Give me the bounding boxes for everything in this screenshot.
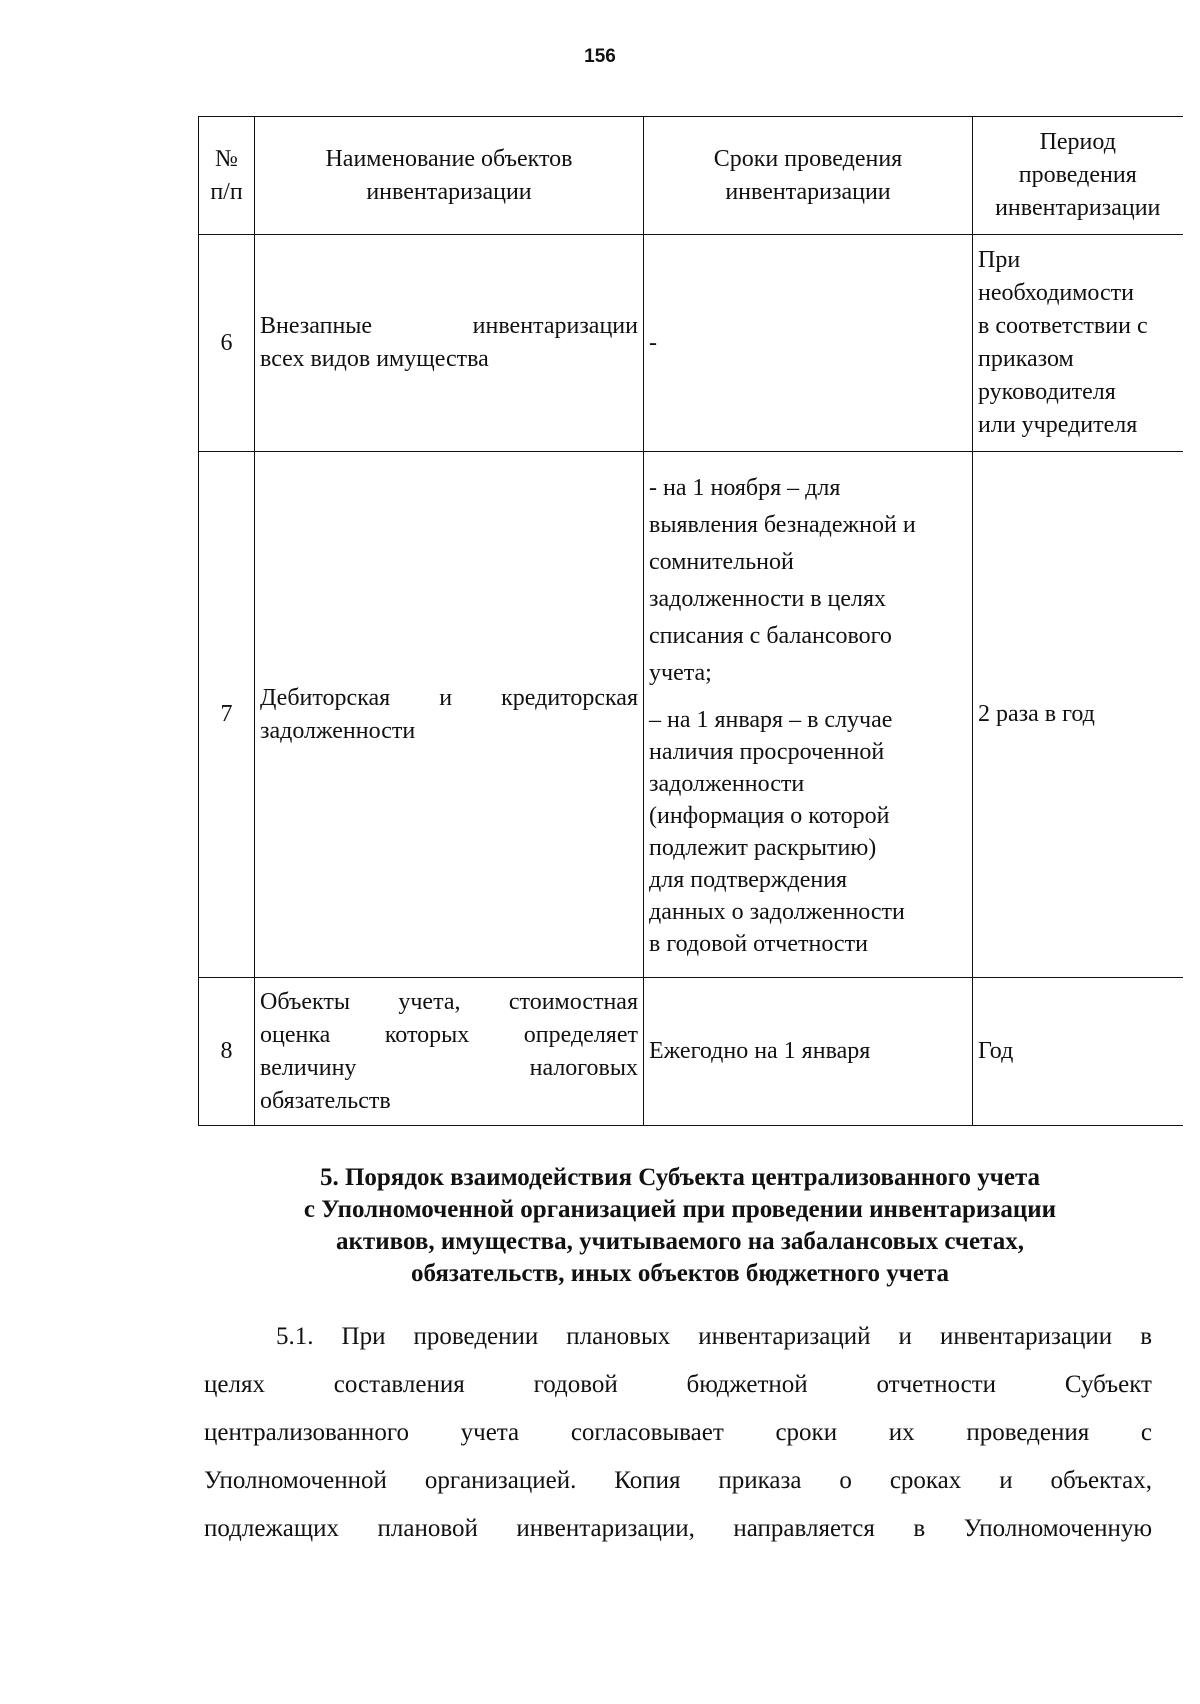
section-title-line: 5. Порядок взаимодействия Субъекта централизованного учета [319,1164,1041,1191]
row-term [644,978,973,1126]
row-name-line: величину налоговых [260,1054,638,1081]
header-term-line: Сроки проведения [713,145,903,172]
paragraph-line: централизованного учета согласовывает сроки их проведения с [204,1419,1152,1446]
header-num-line: № [215,145,238,172]
row-num: 8 [199,978,255,1126]
row-term-line: задолженности [649,770,805,797]
row-term [644,235,973,452]
table-row [199,235,1183,452]
page-number: 156 [584,46,616,67]
row-term-line: - на 1 ноября – для [649,474,841,501]
row-period-line: или учредителя [978,412,1138,438]
body-paragraph [204,1313,1152,1553]
table-row [199,452,1183,978]
row-term-line: сомнительной [649,548,794,575]
row-name [255,235,644,452]
row-name-line: оценка которых определяет [260,1021,638,1048]
row-term-line: в годовой отчетности [649,930,868,957]
header-term-line: инвентаризации [725,178,891,205]
inventory-table [198,116,1183,1126]
table-row [199,978,1183,1126]
row-term-line: задолженности в целях [649,585,887,612]
paragraph-line: подлежащих плановой инвентаризации, направляется в Уполномоченную [204,1515,1152,1542]
row-term-line: наличия просроченной [649,738,885,765]
row-period-line: Год [978,1038,1014,1064]
row-name-line: всех видов имущества [260,346,489,372]
row-term-line: Ежегодно на 1 января [649,1038,871,1064]
row-num: 7 [199,452,255,978]
row-period [973,452,1183,978]
row-name-line: Внезапные инвентаризации [260,313,638,339]
row-period-line: в соответствии с [978,313,1148,339]
header-period-line: инвентаризации [995,195,1161,221]
row-term-line: данных о задолженности [649,898,905,925]
header-num-line: п/п [210,178,243,205]
row-term-line: для подтверждения [649,866,848,893]
row-period-line: руководителя [978,379,1116,405]
section-title-line: с Уполномоченной организацией при проведении инвентаризации [303,1196,1057,1223]
row-period-line: При [978,247,1021,273]
header-period [973,117,1183,235]
row-name-line: обязательств [260,1087,391,1114]
row-period-line: 2 раза в год [978,701,1095,727]
row-term-line: выявления безнадежной и [649,511,916,538]
table-header-row [199,117,1183,235]
row-name-line: Объекты учета, стоимостная [260,988,638,1015]
paragraph-line: целях составления годовой бюджетной отчетности Субъект [204,1371,1152,1398]
row-name [255,978,644,1126]
section-title-line: обязательств, иных объектов бюджетного учета [410,1260,950,1287]
header-term [644,117,973,235]
header-name-line: Наименование объектов [325,145,573,172]
row-term [644,452,973,978]
row-name-line: Дебиторская и кредиторская [260,684,638,711]
row-term-line: учета; [649,659,712,686]
row-name [255,452,644,978]
row-term-line: – на 1 января – в случае [649,706,893,733]
row-term-line: (информация о которой [649,802,890,829]
header-num [199,117,255,235]
section-title-line: активов, имущества, учитываемого на забалансовых счетах, [336,1228,1024,1255]
paragraph-line: 5.1. При проведении плановых инвентаризаций и инвентаризации в [276,1323,1152,1350]
row-period [973,978,1183,1126]
header-name-line: инвентаризации [366,178,532,205]
row-term-line: списания с балансового [649,622,892,649]
row-num: 6 [199,235,255,452]
row-period-line: приказом [978,346,1074,372]
row-name-line: задолженности [260,717,416,744]
section-title [200,1162,1160,1290]
header-period-line: Период [1039,129,1116,155]
header-name [255,117,644,235]
header-period-line: проведения [1018,162,1137,188]
row-period [973,235,1183,452]
row-term-line: - [649,329,657,356]
row-term-line: подлежит раскрытию) [649,834,877,861]
paragraph-line: Уполномоченной организацией. Копия приказа о сроках и объектах, [204,1467,1152,1494]
row-period-line: необходимости [978,280,1135,306]
